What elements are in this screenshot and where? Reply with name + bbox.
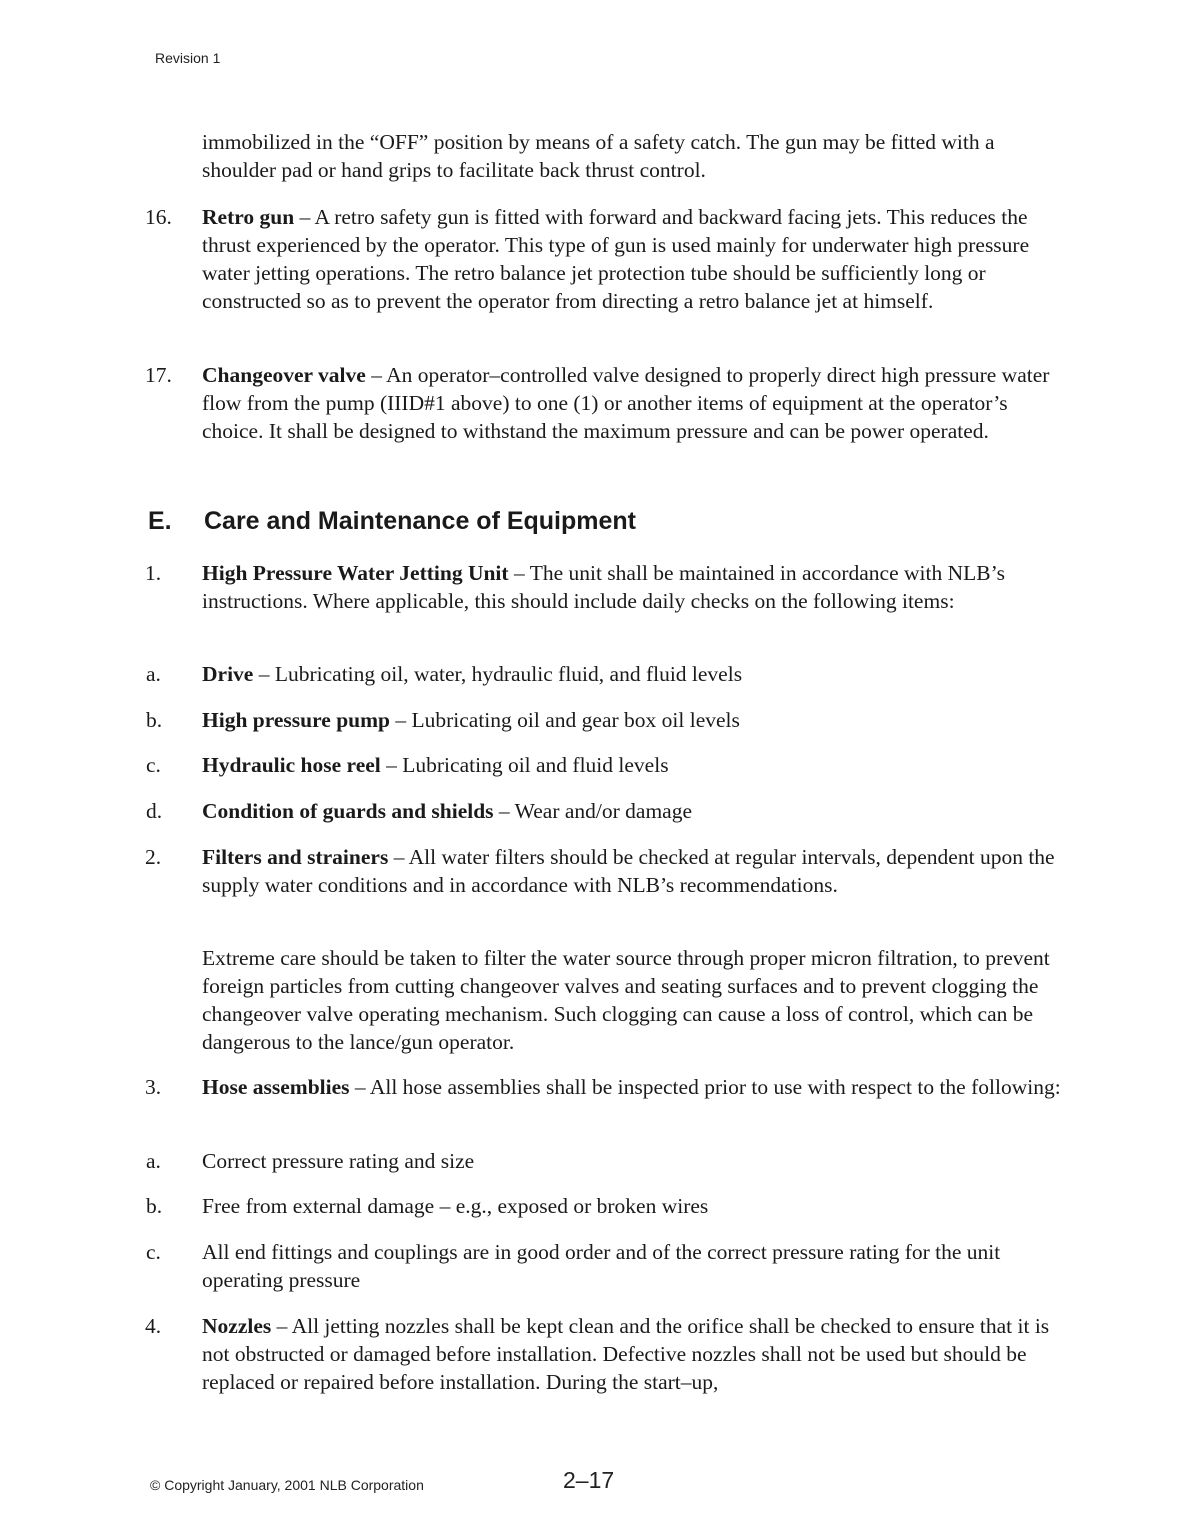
item-text [202,203,1062,315]
item-term: Changeover valve [202,363,366,387]
item-term: Drive [202,662,254,686]
page-number: 2–17 [563,1467,615,1493]
item-description: – All water filters should be checked at regular intervals, dependent upon the supply water conditions and in accordance with NLB’s recommendations. [202,845,1055,897]
item-text [202,706,1062,734]
item-description: All end fittings and couplings are in good order and of the correct pressure rating for the unit operating pressure [202,1240,1001,1292]
item-text [202,797,1062,825]
section-letter: E. [148,507,172,535]
item-letter: d. [146,799,163,823]
item-description: – All hose assemblies shall be inspected prior to use with respect to the following: [349,1075,1061,1099]
item-description: – Lubricating oil, water, hydraulic fluid, and fluid levels [253,662,743,686]
item-description: – All jetting nozzles shall be kept clean and the orifice shall be checked to ensure that it is not obstructed or damaged before installation. Defective nozzles shall not be used but should be replaced or repaired before installation. During the start–up, [202,1314,1050,1394]
item-letter: c. [146,753,161,777]
item-text [202,660,1062,688]
section-heading-e [148,507,636,536]
item-text [202,559,1062,615]
item-description: – Wear and/or damage [493,799,693,823]
item-term: High Pressure Water Jetting Unit [202,561,509,585]
item-term: Hose assemblies [202,1075,350,1099]
item-letter: c. [146,1240,161,1264]
item-description: – A retro safety gun is fitted with forward and backward facing jets. This reduces the thrust experienced by the operator. This type of gun is used mainly for underwater high pressure water jetting operations. The retro balance jet protection tube should be sufficiently long or constructed so as to prevent the operator from directing a retro balance jet at himself. [202,205,1030,313]
item-text [202,1312,1062,1396]
item-description: – An operator–controlled valve designed to properly direct high pressure water flow from the pump (IIID#1 above) to one (1) or another items of equipment at the operator’s choice. It shall be designed to withstand the maximum pressure and can be power operated. [202,363,1050,443]
item-description: – The unit shall be maintained in accordance with NLB’s instructions. Where applicable, this should include daily checks on the following items: [202,561,1005,613]
item-letter: a. [146,662,161,686]
item-letter: b. [146,1194,163,1218]
item-letter: b. [146,708,163,732]
page-header-revision: Revision 1 [155,50,221,66]
item-term: High pressure pump [202,708,390,732]
item-number: 1. [145,561,162,585]
item-text [202,361,1062,445]
item-number: 3. [145,1075,162,1099]
item-term: Nozzles [202,1314,272,1338]
section-title: Care and Maintenance of Equipment [204,507,637,535]
item-letter: a. [146,1149,161,1173]
item-text [202,843,1062,899]
item-description: – Lubricating oil and gear box oil levels [389,708,740,732]
item-text [202,751,1062,779]
footer-copyright: © Copyright January, 2001 NLB Corporation [150,1477,424,1493]
item-term: Condition of guards and shields [202,799,494,823]
item-description: Correct pressure rating and size [202,1149,475,1173]
item-term: Hydraulic hose reel [202,753,381,777]
item-description: Free from external damage – e.g., exposed or broken wires [202,1194,709,1218]
item-number: 4. [145,1314,162,1338]
item-number: 17. [145,363,172,387]
continuation-paragraph: immobilized in the “OFF” position by means of a safety catch. The gun may be fitted with a shoulder pad or hand grips to facilitate back thrust control. [202,130,995,182]
item-number: 2. [145,845,162,869]
item-term: Filters and strainers [202,845,389,869]
filters-paragraph: Extreme care should be taken to filter the water source through proper micron filtration, to prevent foreign particles from cutting changeover valves and seating surfaces and to prevent clogging the changeover valve operating mechanism. Such clogging can cause a loss of control, which can be dangerous to the lance/gun operator. [202,946,1050,1054]
item-text [202,1073,1062,1101]
item-description: – Lubricating oil and fluid levels [380,753,669,777]
item-term: Retro gun [202,205,295,229]
item-number: 16. [145,205,172,229]
